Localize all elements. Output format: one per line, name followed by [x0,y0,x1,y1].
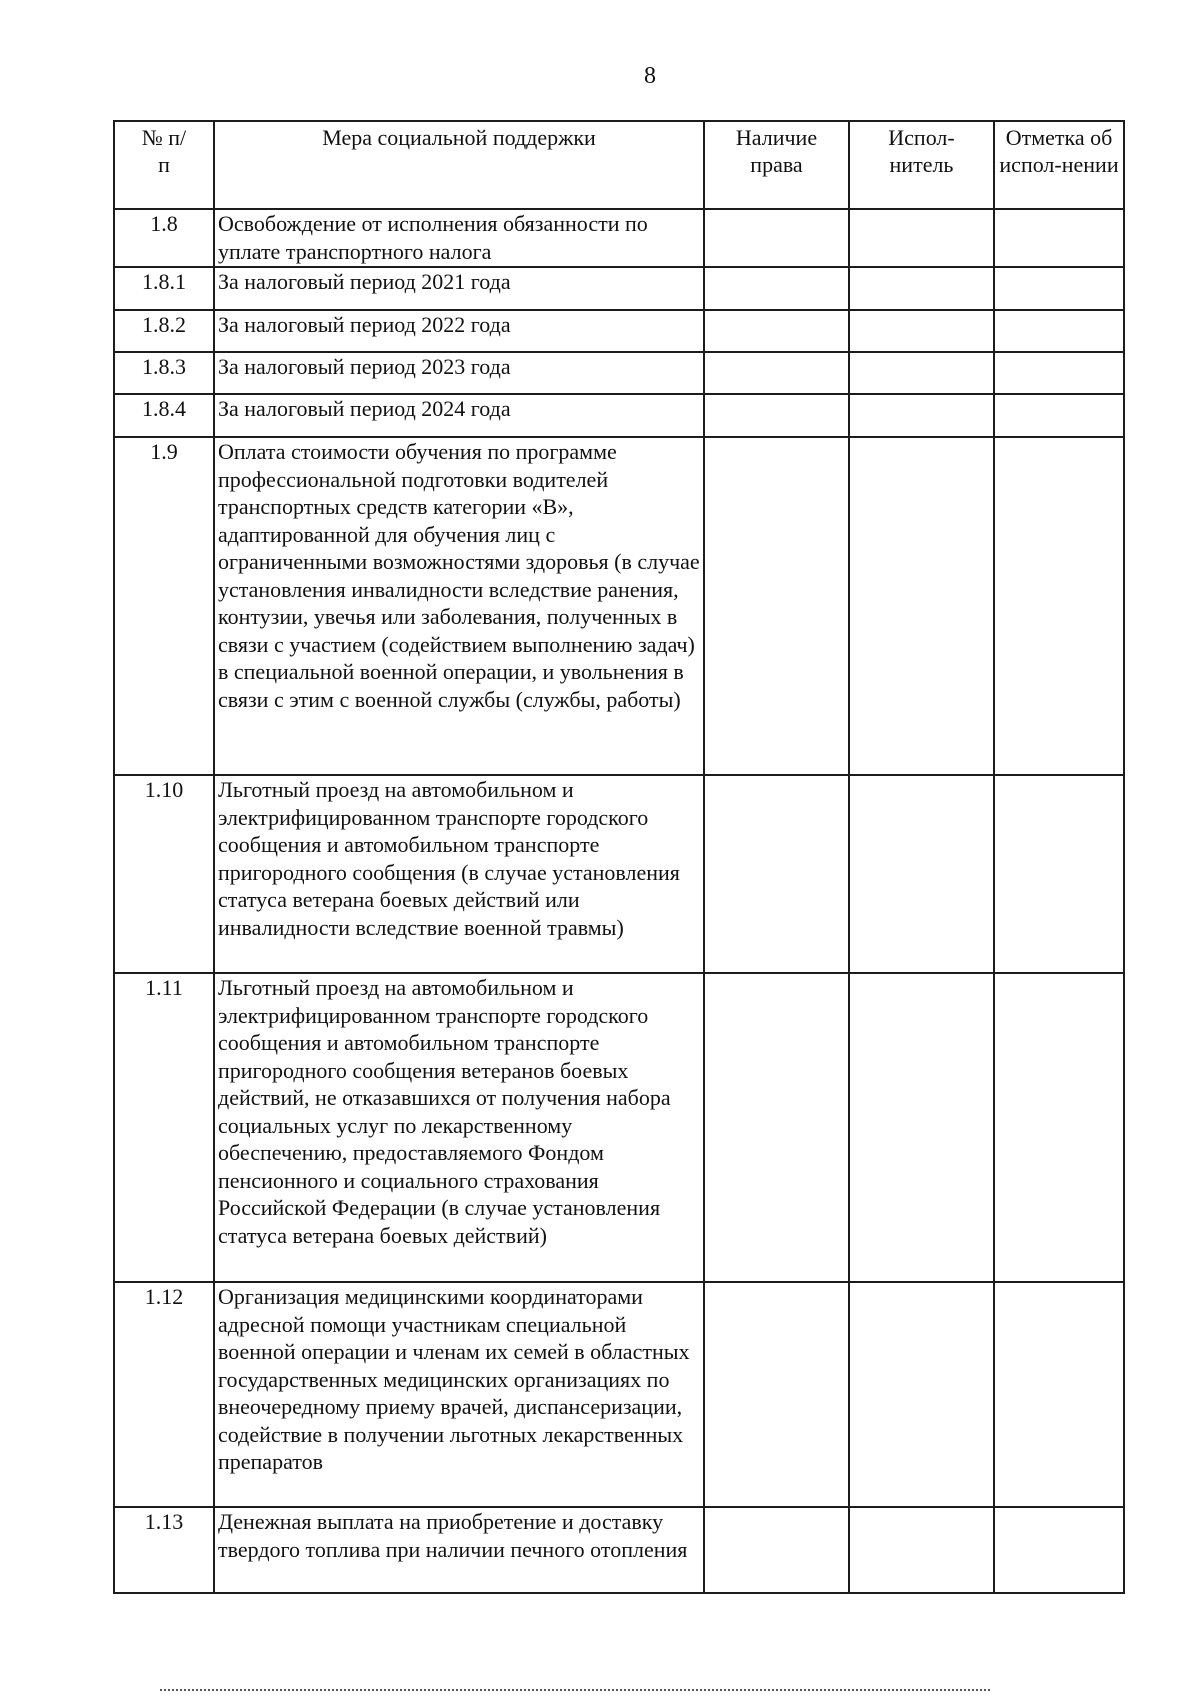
table-row [114,1507,1124,1593]
row-right-cell [704,1282,849,1507]
table-row [114,437,1124,775]
row-right-cell [704,209,849,267]
row-mark-cell [994,394,1124,437]
table-row [114,352,1124,394]
row-number: 1.8.3 [114,352,214,394]
header-mark [994,121,1124,209]
row-right-cell [704,394,849,437]
row-measure: Денежная выплата на приобретение и доставку твердого топлива при наличии печного отопления [214,1507,704,1593]
table-row [114,267,1124,310]
row-right-cell [704,267,849,310]
header-right [704,121,849,209]
header-measure [214,121,704,209]
header-executor [849,121,994,209]
row-executor-cell [849,1507,994,1593]
row-right-cell [704,352,849,394]
row-number: 1.10 [114,775,214,973]
social-support-table [113,120,1125,1594]
row-executor-cell [849,437,994,775]
row-executor-cell [849,394,994,437]
row-executor-cell [849,310,994,352]
header-measure-text: Мера социальной поддержки [322,125,596,150]
row-mark-cell [994,973,1124,1282]
table-row [114,310,1124,352]
row-mark-cell [994,352,1124,394]
row-right-cell [704,775,849,973]
header-mark-text: Отметка об испол-нении [999,125,1119,177]
table-row [114,209,1124,267]
row-mark-cell [994,209,1124,267]
row-measure: За налоговый период 2024 года [214,394,704,437]
row-right-cell [704,973,849,1282]
row-measure: За налоговый период 2023 года [214,352,704,394]
row-executor-cell [849,209,994,267]
row-number: 1.9 [114,437,214,775]
row-number: 1.8.1 [114,267,214,310]
row-executor-cell [849,267,994,310]
row-executor-cell [849,352,994,394]
row-right-cell [704,437,849,775]
row-number: 1.13 [114,1507,214,1593]
row-mark-cell [994,775,1124,973]
row-right-cell [704,310,849,352]
row-measure: Организация медицинскими координаторами адресной помощи участникам специальной военной операции и членам их семей в областных государственных медицинских организациях по внеочередному приему врачей, диспансеризации, содействие в получении льготных лекарственных препаратов [214,1282,704,1507]
row-number: 1.11 [114,973,214,1282]
table-row [114,973,1124,1282]
row-mark-cell [994,437,1124,775]
header-num-text: № п/п [141,125,187,177]
bottom-scan-line [160,1689,990,1691]
table-row [114,1282,1124,1507]
row-right-cell [704,1507,849,1593]
row-measure: Освобождение от исполнения обязанности по уплате транспортного налога [214,209,704,267]
row-number: 1.8.4 [114,394,214,437]
row-measure: За налоговый период 2022 года [214,310,704,352]
table-header-row [114,121,1124,209]
row-mark-cell [994,1282,1124,1507]
row-number: 1.8 [114,209,214,267]
table-row [114,394,1124,437]
page-number: 8 [644,63,656,89]
header-right-text: Наличие права [735,125,818,177]
table-row [114,775,1124,973]
row-measure: Льготный проезд на автомобильном и электрифицированном транспорте городского сообщения и автомобильном транспорте пригородного сообщения ветеранов боевых действий, не отказавшихся от получения набора социальных услуг по лекарственному обеспечению, предоставляемого Фондом пенсионного и социального страхования Российской Федерации (в случае установления статуса ветерана боевых действий) [214,973,704,1282]
row-measure: Оплата стоимости обучения по программе профессиональной подготовки водителей транспортных средств категории «В», адаптированной для обучения лиц с ограниченными возможностями здоровья (в случае установления инвалидности вследствие ранения, контузии, увечья или заболевания, полученных в связи с участием (содействием выполнению задач) в специальной военной операции, и увольнения в связи с этим с военной службы (службы, работы) [214,437,704,775]
row-executor-cell [849,775,994,973]
row-number: 1.12 [114,1282,214,1507]
row-measure: Льготный проезд на автомобильном и электрифицированном транспорте городского сообщения и автомобильном транспорте пригородного сообщения (в случае установления статуса ветерана боевых действий или инвалидности вследствие военной травмы) [214,775,704,973]
row-number: 1.8.2 [114,310,214,352]
row-measure: За налоговый период 2021 года [214,267,704,310]
header-executor-text: Испол-нитель [888,125,955,177]
row-mark-cell [994,1507,1124,1593]
row-mark-cell [994,310,1124,352]
row-mark-cell [994,267,1124,310]
row-executor-cell [849,973,994,1282]
header-num [114,121,214,209]
row-executor-cell [849,1282,994,1507]
